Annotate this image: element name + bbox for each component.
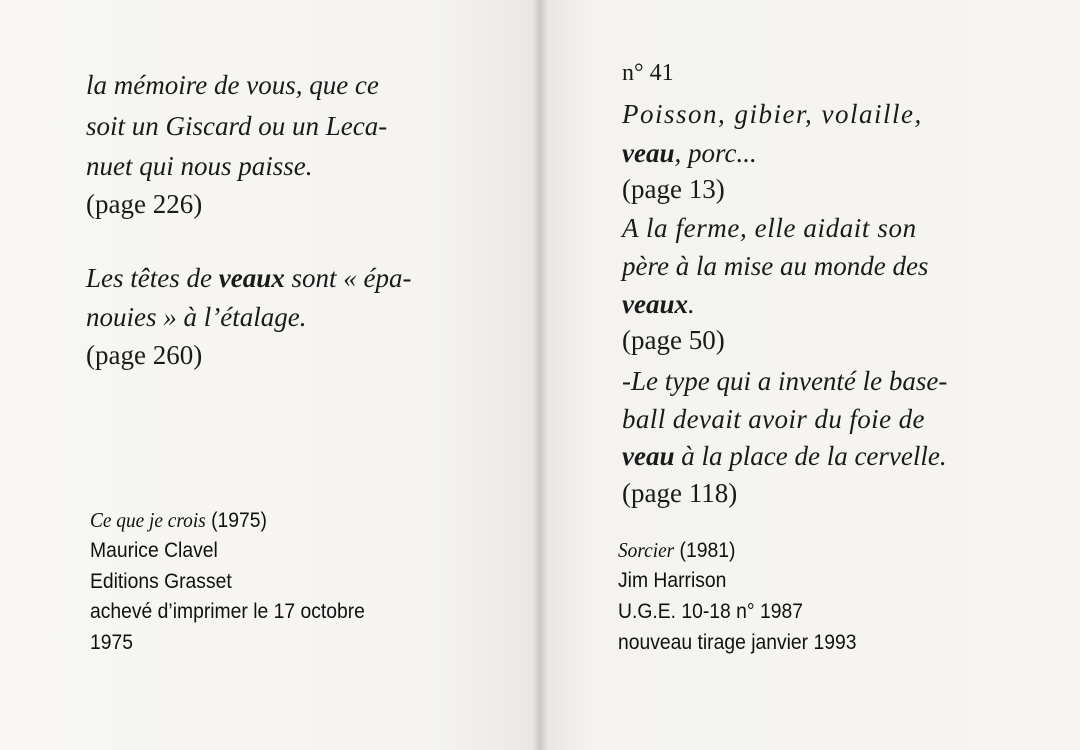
right-quote-2-line-2: père à la mise au monde des	[622, 251, 929, 281]
left-source-publisher: Editions Grasset	[90, 570, 232, 593]
left-source-author: Maurice Clavel	[90, 539, 218, 562]
text-segment: .	[687, 289, 695, 319]
right-quote-2-ref: (page 50)	[622, 325, 725, 355]
left-quote-1-line-2: soit un Giscard ou un Leca-	[86, 111, 388, 141]
keyword-veau: veau	[622, 441, 675, 471]
right-source-printing: nouveau tirage janvier 1993	[618, 631, 857, 654]
left-quote-1-line-3: nuet qui nous paisse.	[86, 151, 313, 181]
book-title: Sorcier	[618, 538, 675, 562]
keyword-veau: veau	[622, 138, 675, 168]
left-quote-2-line-2: nouies » à l’étalage.	[86, 302, 307, 332]
right-quote-1-line-1: Poisson, gibier, volaille,	[622, 99, 923, 129]
left-quote-2-ref: (page 260)	[86, 340, 203, 370]
left-quote-1-line-1: la mémoire de vous, que ce	[86, 70, 379, 100]
right-source-publisher: U.G.E. 10-18 n° 1987	[618, 600, 803, 623]
keyword-veaux: veaux	[622, 289, 688, 319]
right-quote-1-line-2	[622, 138, 757, 169]
left-quote-1-ref: (page 226)	[86, 189, 203, 219]
right-source-title-line	[618, 538, 735, 563]
right-quote-2-line-3	[622, 289, 695, 320]
right-quote-3-line-3	[622, 441, 947, 472]
left-source-printed: achevé d’imprimer le 17 octobre	[90, 600, 365, 623]
right-source-author: Jim Harrison	[618, 569, 727, 592]
right-quote-3-line-2: ball devait avoir du foie de	[622, 404, 925, 434]
left-quote-2-line-1	[86, 263, 411, 294]
keyword-veaux: veaux	[218, 263, 285, 293]
book-year: (1981)	[674, 539, 736, 562]
text-segment: sont « épa-	[284, 263, 412, 293]
left-source-title-line	[90, 508, 267, 533]
right-quote-2-line-1: A la ferme, elle aidait son	[622, 213, 917, 243]
right-quote-3-line-1: -Le type qui a inventé le base-	[622, 366, 948, 396]
text-segment: à la place de la cervelle.	[674, 441, 947, 471]
right-quote-1-ref: (page 13)	[622, 174, 725, 204]
right-quote-3-ref: (page 118)	[622, 478, 738, 508]
book-title: Ce que je crois	[90, 508, 206, 532]
entry-number: n° 41	[622, 60, 674, 86]
text-segment: , porc...	[674, 138, 757, 168]
book-gutter	[532, 0, 548, 750]
left-source-printed-year: 1975	[90, 631, 133, 654]
right-page	[540, 0, 1080, 750]
book-year: (1975)	[205, 509, 267, 532]
text-segment: Les têtes de	[86, 263, 219, 293]
